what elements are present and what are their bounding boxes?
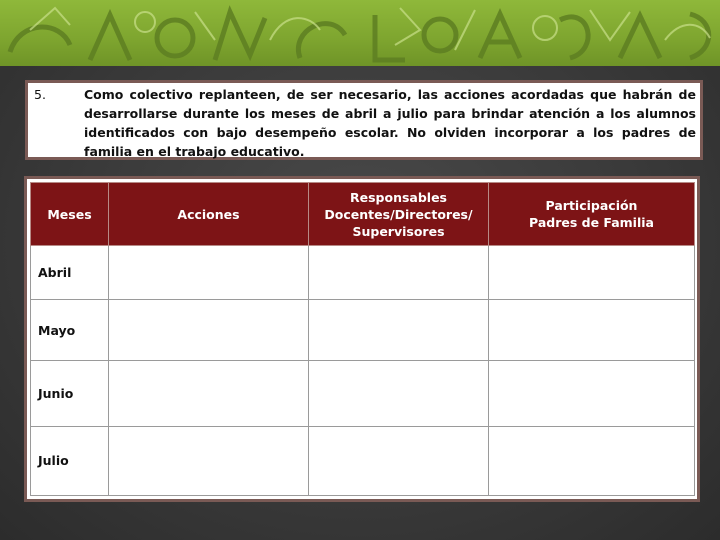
participation-cell[interactable] xyxy=(489,426,695,495)
month-cell: Abril xyxy=(31,246,109,300)
responsible-cell[interactable] xyxy=(309,426,489,495)
planning-table-frame xyxy=(24,176,700,502)
table-row xyxy=(31,300,695,361)
instruction-box xyxy=(25,80,703,160)
responsible-cell[interactable] xyxy=(309,300,489,361)
participation-cell[interactable] xyxy=(489,361,695,426)
header-participation-line2: Padres de Familia xyxy=(529,215,654,230)
actions-cell[interactable] xyxy=(109,246,309,300)
month-cell: Julio xyxy=(31,426,109,495)
decorative-letters-graphic xyxy=(0,0,720,66)
header-responsible xyxy=(309,183,489,246)
planning-table xyxy=(30,182,695,496)
table-header-row xyxy=(31,183,695,246)
table-row xyxy=(31,246,695,300)
responsible-cell[interactable] xyxy=(309,246,489,300)
responsible-cell[interactable] xyxy=(309,361,489,426)
instruction-text: Como colectivo replanteen, de ser necesario, las acciones acordadas que habrán de desarrollarse durante los meses de abril a julio para brindar atención a los alumnos identificados con bajo desempeño escolar. No olviden incorporar a los padres de familia en el trabajo educativo. xyxy=(84,87,696,159)
header-actions: Acciones xyxy=(109,183,309,246)
header-responsible-line2: Docentes/Directores/ xyxy=(324,206,473,222)
instruction-number: 5. xyxy=(34,87,46,102)
participation-cell[interactable] xyxy=(489,300,695,361)
header-participation xyxy=(489,183,695,246)
table-row xyxy=(31,361,695,426)
header-responsible-line1: Responsables xyxy=(349,189,447,205)
actions-cell[interactable] xyxy=(109,426,309,495)
actions-cell[interactable] xyxy=(109,300,309,361)
header-responsible-line3: Supervisores xyxy=(352,223,445,239)
decorative-letters-banner xyxy=(0,0,720,66)
month-cell: Mayo xyxy=(31,300,109,361)
table-row xyxy=(31,426,695,495)
participation-cell[interactable] xyxy=(489,246,695,300)
month-cell: Junio xyxy=(31,361,109,426)
header-months: Meses xyxy=(31,183,109,246)
header-participation-line1: Participación xyxy=(545,198,638,213)
actions-cell[interactable] xyxy=(109,361,309,426)
